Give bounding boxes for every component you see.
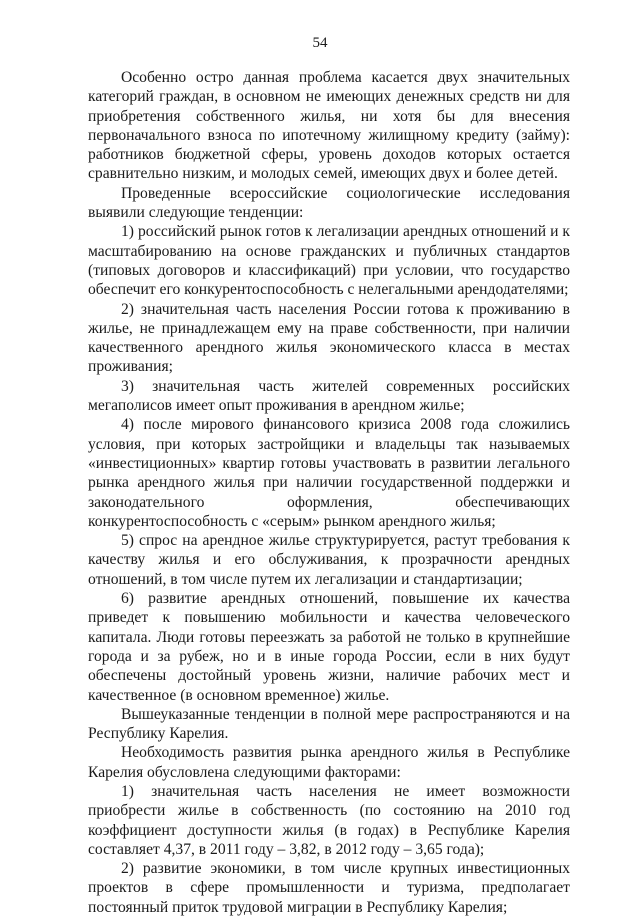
list-item-trend-5: 5) спрос на арендное жилье структурируется, растут требования к качеству жилья и его обслуживания, к прозрачности арендных отношений, в том числе путем их легализации и стандартизации; [88, 532, 570, 588]
list-item-trend-3: 3) значительная часть жителей современных российских мегаполисов имеет опыт проживания в арендном жилье; [88, 377, 570, 415]
paragraph-problem-categories: Особенно остро данная проблема касается двух значительных категорий граждан, в основном не имеющих денежных средств ни для приобретения собственного жилья, ни хотя бы для внесения первоначального взноса по ипотечному жилищному кредиту (займу): работников бюджетной сферы, уровень доходов которых остается сравнительно низким, и молодых семей, имеющих двух и более детей. [88, 69, 570, 183]
list-item-trend-2: 2) значительная часть населения России готова к проживанию в жилье, не принадлежащем ему на праве собственности, при наличии качественного арендного жилья экономического класса в местах проживания; [88, 300, 570, 376]
paragraph-research-intro: Проведенные всероссийские социологические исследования выявили следующие тенденции: [88, 184, 570, 222]
page-number: 54 [312, 35, 328, 51]
list-item-trend-6: 6) развитие арендных отношений, повышение их качества приведет к повышению мобильности и качества человеческого капитала. Люди готовы переезжать за работой не только в крупнейшие города и за рубеж, но и в иные города России, если в них будут обеспечены достойный уровень жизни, наличие рабочих мест и качественное (в основном временное) жилье. [88, 590, 570, 704]
list-item-factor-1: 1) значительная часть населения не имеет возможности приобрести жилье в собственность (по состоянию на 2010 год коэффициент доступности жилья (в годах) в Республике Карелия составляет 4,37, в 2011 году – 3,82, в 2012 году – 3,65 года); [88, 782, 570, 858]
paragraph-karelia-trends: Вышеуказанные тенденции в полной мере распространяются и на Республику Карелия. [88, 705, 570, 743]
document-body [88, 68, 570, 917]
list-item-trend-1: 1) российский рынок готов к легализации арендных отношений и к масштабированию на основе гражданских и публичных стандартов (типовых договоров и классификаций) при условии, что государство обеспечит его конкурентоспособность с нелегальными арендодателями; [88, 223, 570, 299]
list-item-trend-4: 4) после мирового финансового кризиса 2008 года сложились условия, при которых застройщики и владельцы так называемых «инвестиционных» квартир готовы участвовать в развитии легального рынка арендного жилья при наличии государственной поддержки и законодательного оформления, обеспечивающих конкурентоспособность с «серым» рынком арендного жилья; [88, 416, 570, 530]
paragraph-factors-intro: Необходимость развития рынка арендного жилья в Республике Карелия обусловлена следующими факторами: [88, 744, 570, 781]
list-item-factor-2: 2) развитие экономики, в том числе крупных инвестиционных проектов в сфере промышленности и туризма, предполагает постоянный приток трудовой миграции в Республику Карелия; [88, 860, 570, 916]
